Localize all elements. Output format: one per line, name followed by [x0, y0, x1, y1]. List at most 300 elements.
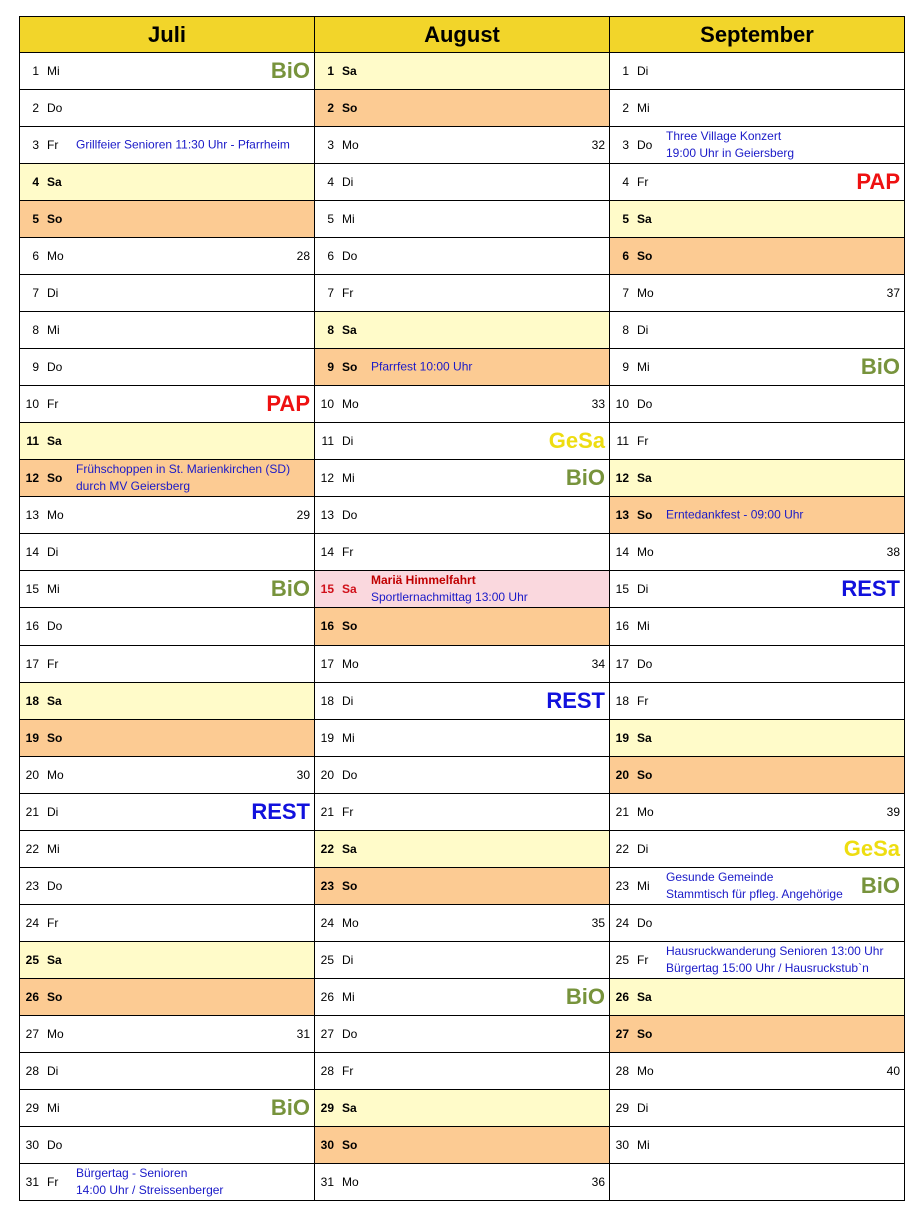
day-number: 3	[32, 138, 39, 153]
day-cell	[315, 423, 610, 460]
weekday-label: Di	[342, 175, 354, 190]
weekday-label: Mi	[47, 64, 60, 79]
day-row	[20, 238, 905, 275]
day-number: 11	[26, 434, 39, 449]
day-cell-content	[610, 460, 904, 496]
day-number: 9	[327, 360, 334, 375]
day-cell-content	[20, 201, 314, 237]
day-cell-content	[315, 1053, 609, 1089]
weekday-label: Fr	[342, 1063, 354, 1078]
day-number: 8	[327, 323, 334, 338]
weekday-label: Do	[47, 619, 63, 634]
day-cell	[20, 793, 315, 830]
day-cell	[20, 904, 315, 941]
event-text	[666, 507, 900, 524]
day-cell-content	[20, 608, 314, 644]
day-cell-content	[610, 571, 904, 607]
day-row	[20, 164, 905, 201]
day-number: 30	[615, 1137, 629, 1152]
day-cell-content	[315, 1090, 609, 1126]
day-cell	[315, 978, 610, 1015]
day-cell	[610, 1126, 905, 1163]
day-cell	[315, 756, 610, 793]
month-header-juli: Juli	[20, 17, 315, 53]
day-cell-content	[315, 757, 609, 793]
day-cell-content	[20, 1016, 314, 1052]
day-cell	[610, 1089, 905, 1126]
day-cell	[315, 1163, 610, 1200]
day-row	[20, 645, 905, 682]
weekday-label: Do	[637, 138, 653, 153]
day-number: 4	[32, 175, 39, 190]
day-row	[20, 349, 905, 386]
day-cell	[20, 1015, 315, 1052]
day-cell-content	[610, 1016, 904, 1052]
day-cell-content	[315, 201, 609, 237]
weekday-label: Do	[342, 249, 358, 264]
badge-pap: PAP	[856, 169, 900, 195]
day-cell-content	[315, 460, 609, 496]
day-cell	[610, 904, 905, 941]
day-row	[20, 904, 905, 941]
day-cell-content	[315, 53, 609, 89]
day-cell	[610, 608, 905, 645]
day-cell-content	[20, 238, 314, 274]
day-number: 24	[615, 915, 629, 930]
weekday-label: Mi	[342, 730, 355, 745]
week-number: 36	[591, 1174, 605, 1189]
day-cell	[315, 90, 610, 127]
day-cell-content	[610, 423, 904, 459]
day-cell-content	[610, 831, 904, 867]
calendar-table	[19, 16, 905, 1201]
day-number: 10	[25, 397, 39, 412]
day-cell	[610, 830, 905, 867]
day-cell-content	[20, 683, 314, 719]
day-cell-content	[610, 646, 904, 682]
day-number: 21	[320, 804, 334, 819]
weekday-label: Sa	[342, 64, 357, 79]
day-number: 22	[320, 841, 334, 856]
day-cell-content	[315, 720, 609, 756]
month-header-august: August	[315, 17, 610, 53]
day-number: 8	[622, 323, 629, 338]
weekday-label: So	[637, 767, 653, 782]
weekday-label: Fr	[47, 138, 59, 153]
day-cell	[315, 867, 610, 904]
weekday-label: Mi	[637, 360, 650, 375]
day-cell	[610, 1015, 905, 1052]
day-cell	[20, 238, 315, 275]
day-row	[20, 497, 905, 534]
day-cell-content	[315, 90, 609, 126]
badge-bio: BiO	[565, 983, 605, 1009]
day-row	[20, 423, 905, 460]
weekday-label: Sa	[342, 841, 357, 856]
day-cell	[20, 201, 315, 238]
day-cell	[610, 423, 905, 460]
day-cell	[610, 90, 905, 127]
day-cell	[315, 201, 610, 238]
week-number: 37	[886, 286, 900, 301]
day-cell	[610, 312, 905, 349]
day-cell-content	[315, 312, 609, 348]
day-cell	[610, 756, 905, 793]
weekday-label: Sa	[342, 323, 357, 338]
day-cell	[610, 793, 905, 830]
day-cell	[315, 941, 610, 978]
weekday-label: Di	[637, 323, 649, 338]
weekday-label: Do	[47, 878, 63, 893]
event-line: Hausruckwanderung Senioren 13:00 Uhr	[666, 943, 884, 958]
weekday-label: Di	[342, 434, 354, 449]
day-number: 22	[25, 841, 39, 856]
day-cell	[610, 867, 905, 904]
day-cell	[20, 719, 315, 756]
day-number: 1	[622, 64, 629, 79]
day-cell-content	[20, 794, 314, 830]
day-number: 12	[320, 471, 334, 486]
weekday-label: Fr	[342, 804, 354, 819]
weekday-label: So	[47, 471, 63, 486]
day-cell	[20, 682, 315, 719]
day-number: 17	[320, 656, 334, 671]
day-number: 5	[622, 212, 629, 227]
day-number: 8	[32, 323, 39, 338]
day-number: 9	[622, 360, 629, 375]
day-cell-content	[20, 423, 314, 459]
day-cell	[20, 534, 315, 571]
weekday-label: Mo	[637, 545, 654, 560]
day-row	[20, 1089, 905, 1126]
day-cell	[610, 201, 905, 238]
day-row	[20, 978, 905, 1015]
day-cell	[20, 756, 315, 793]
day-number: 21	[615, 804, 629, 819]
day-cell-content	[610, 794, 904, 830]
day-number: 23	[615, 878, 629, 893]
day-number: 2	[622, 101, 629, 116]
day-cell-content	[610, 868, 904, 904]
day-cell	[315, 1015, 610, 1052]
day-number: 7	[622, 286, 629, 301]
day-row	[20, 867, 905, 904]
day-cell-content	[315, 571, 609, 607]
month-header-row	[20, 17, 905, 53]
day-number: 13	[25, 508, 39, 523]
day-number: 12	[25, 471, 39, 486]
event-line: Grillfeier Senioren 11:30 Uhr - Pfarrheim	[76, 137, 290, 152]
day-row	[20, 1126, 905, 1163]
day-cell	[315, 534, 610, 571]
day-cell	[610, 460, 905, 497]
day-cell	[20, 978, 315, 1015]
day-cell	[315, 164, 610, 201]
badge-gesa: GeSa	[843, 835, 900, 861]
day-cell	[20, 349, 315, 386]
day-number: 6	[32, 249, 39, 264]
weekday-label: Do	[637, 656, 653, 671]
day-number: 19	[25, 730, 39, 745]
week-number: 29	[296, 508, 310, 523]
day-cell	[315, 645, 610, 682]
day-cell	[20, 1052, 315, 1089]
day-cell-content	[610, 534, 904, 570]
day-number: 4	[622, 175, 629, 190]
event-text	[371, 359, 605, 376]
week-number: 30	[296, 767, 310, 782]
day-cell-content	[315, 349, 609, 385]
weekday-label: Mo	[637, 804, 654, 819]
weekday-label: Do	[637, 915, 653, 930]
day-cell-content	[610, 127, 904, 163]
badge-bio: BiO	[270, 1094, 310, 1120]
day-cell-content	[20, 1164, 314, 1200]
day-cell-content	[20, 386, 314, 422]
day-cell-content	[20, 831, 314, 867]
day-number: 20	[320, 767, 334, 782]
day-cell	[610, 534, 905, 571]
day-number: 13	[320, 508, 334, 523]
week-number: 39	[886, 804, 900, 819]
day-cell-content	[315, 164, 609, 200]
day-number: 21	[25, 804, 39, 819]
day-number: 26	[25, 989, 39, 1004]
day-number: 27	[25, 1026, 39, 1041]
weekday-label: Mi	[47, 323, 60, 338]
badge-rest: REST	[841, 576, 900, 602]
badge-bio: BiO	[565, 465, 605, 491]
day-cell-content	[20, 497, 314, 533]
badge-rest: REST	[546, 687, 605, 713]
day-cell-content	[315, 608, 609, 644]
day-cell	[315, 349, 610, 386]
day-cell-content	[610, 53, 904, 89]
weekday-label: So	[637, 1026, 653, 1041]
day-row	[20, 756, 905, 793]
day-cell-content	[315, 127, 609, 163]
week-number: 35	[591, 915, 605, 930]
day-cell-content	[20, 164, 314, 200]
day-cell	[315, 1089, 610, 1126]
empty-day-cell	[610, 1163, 905, 1200]
day-cell-content	[315, 1127, 609, 1163]
event-line: Stammtisch für pfleg. Angehörige	[666, 886, 843, 901]
day-cell-content	[20, 571, 314, 607]
day-cell-content	[20, 868, 314, 904]
weekday-label: Sa	[47, 693, 62, 708]
day-cell	[315, 386, 610, 423]
day-cell-content	[610, 238, 904, 274]
weekday-label: So	[637, 508, 653, 523]
weekday-label: Di	[342, 693, 354, 708]
day-cell-content	[610, 386, 904, 422]
day-number: 18	[25, 693, 39, 708]
day-number: 17	[25, 656, 39, 671]
day-cell	[20, 164, 315, 201]
day-row	[20, 719, 905, 756]
weekday-label: So	[47, 730, 63, 745]
weekday-label: Sa	[637, 212, 652, 227]
day-number: 18	[615, 693, 629, 708]
day-cell-content	[315, 979, 609, 1015]
day-number: 18	[320, 693, 334, 708]
day-cell-content	[315, 868, 609, 904]
weekday-label: Sa	[637, 730, 652, 745]
weekday-label: So	[342, 619, 358, 634]
day-row	[20, 682, 905, 719]
day-number: 3	[622, 138, 629, 153]
badge-pap: PAP	[266, 391, 310, 417]
day-number: 15	[615, 582, 629, 597]
day-number: 27	[320, 1026, 334, 1041]
weekday-label: Fr	[47, 397, 59, 412]
weekday-label: Fr	[637, 434, 649, 449]
day-number: 26	[320, 989, 334, 1004]
day-number: 15	[25, 582, 39, 597]
weekday-label: Mo	[342, 656, 359, 671]
day-cell-content	[20, 53, 314, 89]
weekday-label: Mi	[342, 212, 355, 227]
event-text	[76, 137, 310, 154]
event-line: Bürgertag 15:00 Uhr / Hausruckstub`n	[666, 960, 869, 975]
event-line: Gesunde Gemeinde	[666, 869, 774, 884]
day-cell	[20, 460, 315, 497]
weekday-label: Di	[47, 804, 59, 819]
day-row	[20, 534, 905, 571]
weekday-label: Mi	[637, 101, 650, 116]
day-cell-content	[20, 312, 314, 348]
badge-bio: BiO	[860, 354, 900, 380]
weekday-label: Mi	[342, 989, 355, 1004]
day-number: 10	[320, 397, 334, 412]
day-cell-content	[20, 127, 314, 163]
day-number: 16	[25, 619, 39, 634]
day-cell-content	[610, 720, 904, 756]
day-cell-content	[610, 1090, 904, 1126]
weekday-label: So	[342, 878, 358, 893]
day-cell	[610, 1052, 905, 1089]
day-row	[20, 830, 905, 867]
day-cell-content	[610, 201, 904, 237]
holiday-name: Mariä Himmelfahrt	[371, 573, 476, 588]
day-cell-content	[315, 238, 609, 274]
day-number: 28	[320, 1063, 334, 1078]
day-cell	[20, 497, 315, 534]
month-header-september: September	[610, 17, 905, 53]
badge-bio: BiO	[270, 58, 310, 84]
day-number: 19	[320, 730, 334, 745]
day-number: 25	[320, 952, 334, 967]
day-number: 6	[622, 249, 629, 264]
week-number: 32	[591, 138, 605, 153]
day-cell-content	[20, 1090, 314, 1126]
weekday-label: Mi	[637, 1137, 650, 1152]
weekday-label: Di	[47, 286, 59, 301]
weekday-label: Mo	[637, 1063, 654, 1078]
weekday-label: Sa	[47, 434, 62, 449]
day-cell-content	[20, 646, 314, 682]
weekday-label: Sa	[47, 175, 62, 190]
day-row	[20, 53, 905, 90]
day-number: 29	[320, 1100, 334, 1115]
day-cell-content	[20, 460, 314, 496]
day-cell-content	[315, 275, 609, 311]
day-cell-content	[315, 646, 609, 682]
day-cell-content	[610, 683, 904, 719]
event-text	[666, 943, 900, 977]
day-row	[20, 1015, 905, 1052]
day-cell	[610, 682, 905, 719]
weekday-label: Di	[637, 582, 649, 597]
day-number: 1	[32, 64, 39, 79]
day-cell-content	[610, 312, 904, 348]
day-cell-content	[20, 942, 314, 978]
weekday-label: So	[47, 989, 63, 1004]
event-line: Bürgertag - Senioren	[76, 1165, 188, 1180]
day-cell	[20, 645, 315, 682]
day-cell-content	[610, 164, 904, 200]
day-cell-content	[610, 905, 904, 941]
day-number: 13	[615, 508, 629, 523]
day-cell-content	[610, 349, 904, 385]
day-cell-content	[610, 275, 904, 311]
weekday-label: So	[637, 249, 653, 264]
weekday-label: Fr	[637, 175, 649, 190]
event-text	[76, 1165, 310, 1199]
day-cell	[315, 830, 610, 867]
weekday-label: Mo	[637, 286, 654, 301]
day-number: 5	[327, 212, 334, 227]
badge-bio: BiO	[270, 576, 310, 602]
day-number: 29	[615, 1100, 629, 1115]
day-cell-content	[315, 683, 609, 719]
day-number: 7	[327, 286, 334, 301]
day-number: 22	[615, 841, 629, 856]
day-row	[20, 1052, 905, 1089]
day-number: 14	[25, 545, 39, 560]
day-cell	[315, 127, 610, 164]
day-cell	[20, 941, 315, 978]
day-number: 3	[327, 138, 334, 153]
weekday-label: Mo	[342, 915, 359, 930]
badge-gesa: GeSa	[548, 428, 605, 454]
day-cell-content	[610, 90, 904, 126]
event-line: Sportlernachmittag 13:00 Uhr	[371, 590, 528, 605]
day-cell	[20, 127, 315, 164]
day-cell	[20, 386, 315, 423]
day-cell	[610, 978, 905, 1015]
weekday-label: Do	[47, 101, 63, 116]
weekday-label: Di	[637, 1100, 649, 1115]
weekday-label: Fr	[47, 656, 59, 671]
weekday-label: Fr	[342, 545, 354, 560]
day-cell	[610, 127, 905, 164]
day-number: 17	[615, 656, 629, 671]
weekday-label: So	[342, 360, 358, 375]
day-number: 25	[615, 952, 629, 967]
day-cell-content	[20, 1127, 314, 1163]
weekday-label: Do	[342, 508, 358, 523]
day-cell	[315, 1126, 610, 1163]
day-number: 5	[32, 212, 39, 227]
day-number: 26	[615, 989, 629, 1004]
day-number: 11	[616, 434, 629, 449]
day-cell-content	[20, 349, 314, 385]
weekday-label: Sa	[47, 952, 62, 967]
day-cell-content	[610, 979, 904, 1015]
day-cell	[20, 571, 315, 608]
